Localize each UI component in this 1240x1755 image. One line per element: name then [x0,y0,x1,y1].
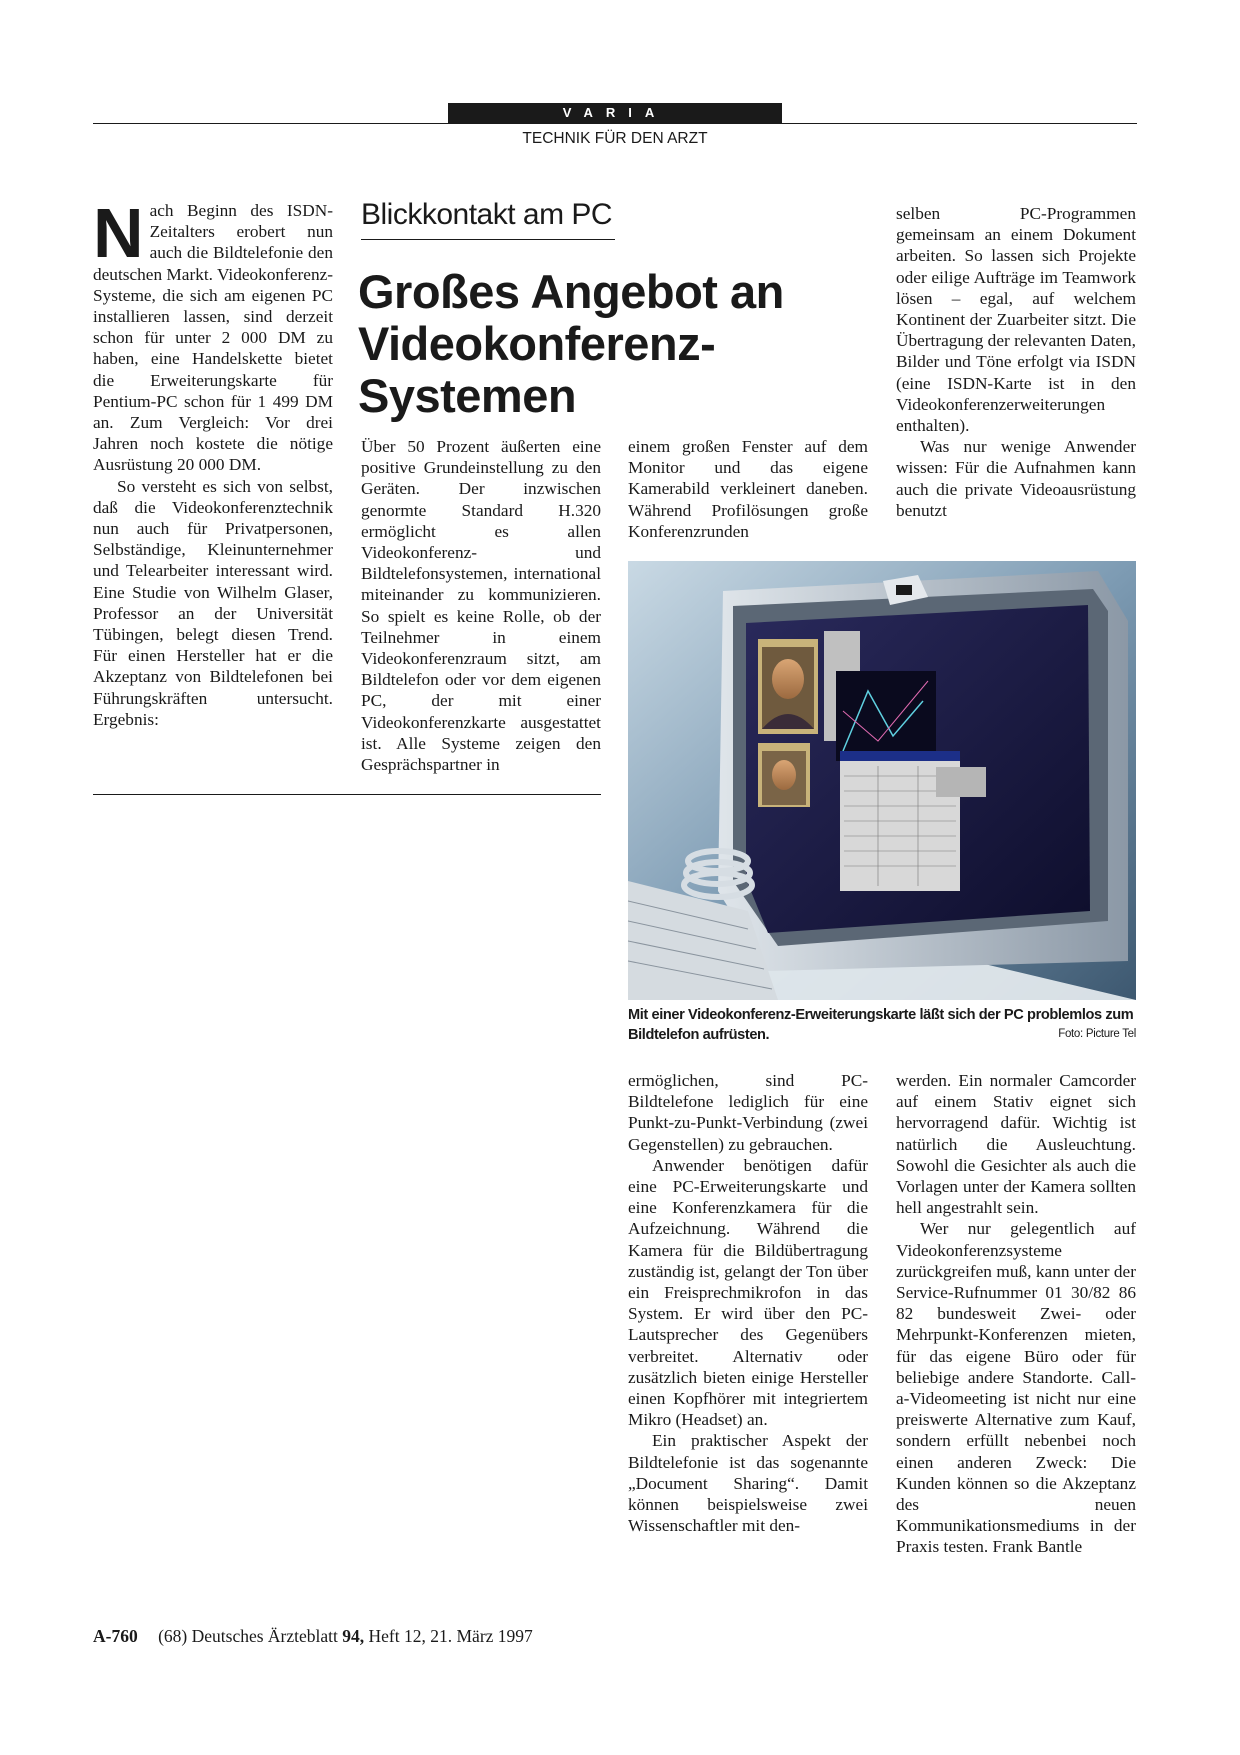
paragraph-text: ach Beginn des ISDN-Zeitalters erobert nun auch die Bildtelefonie den deutschen Markt. Videokonferenz-Systeme, die sich am eigenen PC installieren lassen, sind derzeit schon für unter 2 000 DM zu haben, eine Handelskette bietet die Erweiterungskarte für Pentium-PC schon für 1 499 DM an. Zum Vergleich: Vor drei Jahren noch kostete die nötige Ausrüstung 20 000 DM. [93,201,334,475]
article-paragraph: Ein praktischer Aspekt der Bildtelefonie ist das sogenannte „Document Sharing“. Damit können beispielsweise zwei Wissenschaftler mit den- [628,1431,868,1536]
article-paragraph: So versteht es sich von selbst, daß die Videokonferenztechnik nun auch für Privatpersonen, Selbständige, Kleinunternehmer und Telearbeiter interessant wird. Eine Studie von Wilhelm Glaser, Professor an der Universität Tübingen, belegt diesen Trend. Für einen Hersteller hat er die Akzeptanz von Bildtelefonen bei Führungskräften untersucht. Ergebnis: [93,476,333,729]
issue-date: Heft 12, 21. März 1997 [368,1626,533,1646]
article-paragraph: Was nur wenige Anwender wissen: Für die Aufnahmen kann auch die private Videoausrüstung benutzt [896,437,1136,520]
article-paragraph: ermöglichen, sind PC-Bildtelefone lediglich für eine Punkt-zu-Punkt-Verbindung (zwei Gegenstellen) zu gebrauchen. [628,1071,868,1154]
article-paragraph [93,194,334,476]
article-column-2 [361,436,601,775]
journal-volume: 94, [342,1626,365,1646]
page-number: A-760 [93,1626,138,1646]
article-paragraph: einem großen Fenster auf dem Monitor und das eigene Kamerabild verkleinert daneben. Während Profilösungen große Konferenzrunden [628,437,868,541]
kicker-rule [361,239,615,240]
article-paragraph: Anwender benötigen dafür eine PC-Erweiterungskarte und eine Konferenzkamera für die Aufzeichnung. Während die Kamera für die Bildübertragung zuständig ist, gelangt der Ton über ein Freisprechmikrofon in das System. Er wird über den PC-Lautsprecher des Gegenübers verbreitet. Alternativ oder zusätzlich bieten einige Hersteller einen Kopfhörer mit integriertem Mikro (Headset) an. [628,1155,868,1430]
article-paragraph: Wer nur gelegentlich auf Videokonferenzsysteme zurückgreifen muß, kann unter der Service-Rufnummer 01 30/82 86 82 bundesweit Zwei- oder Mehrpunkt-Konferenzen mieten, für das eigene Büro oder für beliebige andere Standorte. Call-a-Videomeeting ist nicht nur eine preiswerte Alternative zum Kauf, sondern erfüllt nebenbei noch einen anderen Zweck: Die Kunden können so die Akzeptanz des neuen Kommunikationsmediums in der Praxis testen. Frank Bantle [896,1219,1136,1557]
photo-credit: Foto: Picture Tel [1058,1028,1136,1040]
article-kicker: Blickkontakt am PC [361,198,613,231]
article-headline: Großes Angebot an Videokonferenz-Systemen [358,265,784,422]
article-column-3-top [628,436,868,542]
article-paragraph: Über 50 Prozent äußerten eine positive Grundeinstellung zu den Geräten. Der inzwischen genormte Standard H.320 ermöglicht es allen Videokonferenz- und Bildtelefonsystemen, international miteinander zu kommunizieren. So spielt es keine Rolle, ob der Teilnehmer in einem Videokonferenzraum sitzt, am Bildtelefon oder vor dem eigenen PC, der mit einer Videokonferenzkarte ausgestattet ist. Alle Systeme zeigen den Gesprächspartner in [361,437,601,775]
article-photo [628,561,1136,1000]
drop-cap: N [93,194,144,272]
article-column-3-bottom [628,1070,868,1536]
article-paragraph: selben PC-Programmen gemeinsam an einem Dokument arbeiten. So lassen sich Projekte oder eilige Aufträge im Teamwork lösen – egal, auf welchem Kontinent der Zuarbeiter sitzt. Die Übertragung der relevanten Daten, Bilder und Töne erfolgt via ISDN (eine ISDN-Karte ist in den Videokonferenzerweiterungen enthalten). [896,204,1136,436]
section-subtitle: TECHNIK FÜR DEN ARZT [522,130,708,147]
header-rule [93,123,1137,124]
article-column-1 [93,194,334,730]
article-paragraph: werden. Ein normaler Camcorder auf einem Stativ eignet sich hervorragend dafür. Wichtig ist natürlich die Ausleuchtung. Sowohl die Gesichter als auch die Vorlagen unter der Kamera sollten hell angestrahlt sein. [896,1071,1136,1218]
journal-name: (68) Deutsches Ärzteblatt [158,1626,338,1646]
photo-caption: Mit einer Videokonferenz-Erweiterungskarte läßt sich der PC problemlos zum Bildtelefon aufrüsten. [628,1007,1134,1043]
article-column-4-top [896,203,1136,521]
section-label: VARIA [448,103,782,123]
videoconference-pc-illustration [628,561,1136,1000]
page-footer [93,1626,533,1647]
article-column-4-bottom [896,1070,1136,1558]
column-end-rule [93,794,601,795]
